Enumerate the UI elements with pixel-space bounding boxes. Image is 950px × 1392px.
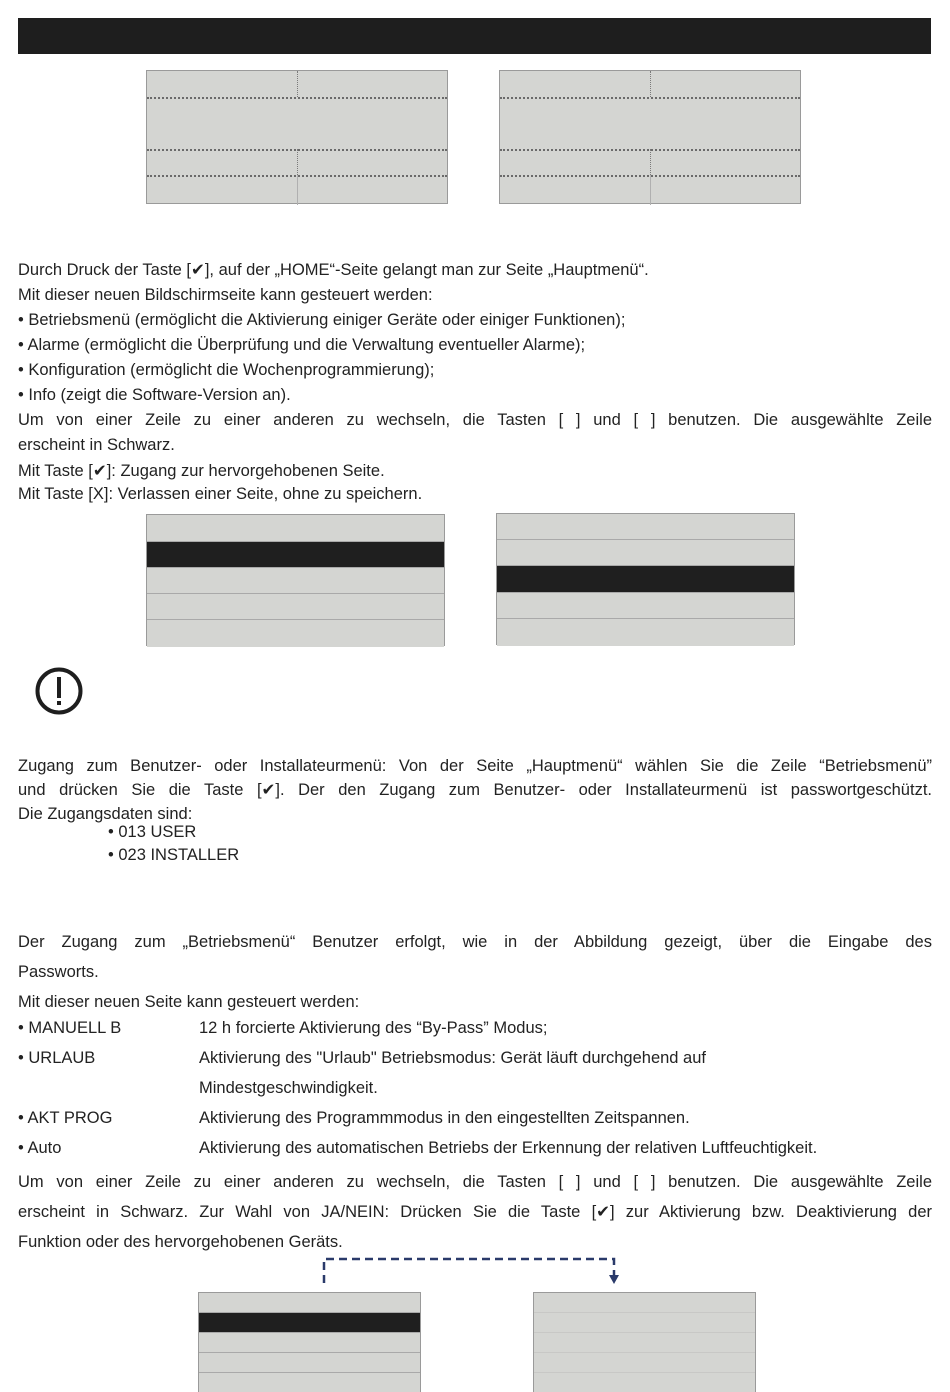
text-line: Funktion oder des hervorgehobenen Geräts. <box>18 1233 343 1251</box>
arrow-down-icon <box>318 1256 622 1286</box>
lcd-main-menu-right <box>496 513 795 645</box>
item-desc: Aktivierung des "Urlaub" Betriebsmodus: Gerät läuft durchgehend auf <box>199 1049 706 1067</box>
text-line: erscheint in Schwarz. Zur Wahl von JA/NEIN: Drücken Sie die Taste [✔] zur Aktivierung bzw. Deaktivierung der <box>18 1203 932 1221</box>
text-line: Mit dieser neuen Seite kann gesteuert werden: <box>18 993 360 1011</box>
text-line: Die Zugangsdaten sind: <box>18 805 193 823</box>
menu-row <box>199 1373 420 1392</box>
lcd-operating-menu <box>198 1292 421 1392</box>
credential-user: • 013 USER <box>108 823 197 841</box>
menu-row <box>147 568 444 594</box>
item-term: • MANUELL B <box>18 1019 122 1037</box>
menu-row <box>534 1333 755 1353</box>
text-line: Mit dieser neuen Bildschirmseite kann gesteuert werden: <box>18 286 433 304</box>
text-line: Um von einer Zeile zu einer anderen zu wechseln, die Tasten [ ] und [ ] benutzen. Die ausgewählte Zeile <box>18 411 932 429</box>
list-item: • Konfiguration (ermöglicht die Wochenprogrammierung); <box>18 361 435 379</box>
key-instructions <box>18 460 932 506</box>
menu-row-selected <box>199 1313 420 1333</box>
menu-row <box>147 515 444 542</box>
list-item: • Alarme (ermöglicht die Überprüfung und die Verwaltung eventueller Alarme); <box>18 336 586 354</box>
item-term: • Auto <box>18 1139 62 1157</box>
menu-row <box>497 540 794 566</box>
lcd-home-screen-right <box>499 70 801 204</box>
access-description <box>18 754 932 826</box>
menu-row-selected <box>147 542 444 568</box>
item-term: • AKT PROG <box>18 1109 113 1127</box>
menu-row <box>199 1353 420 1373</box>
text-line: Der Zugang zum „Betriebsmenü“ Benutzer erfolgt, wie in der Abbildung gezeigt, über die Eingabe des <box>18 933 932 951</box>
menu-row <box>497 619 794 646</box>
section-header-bar <box>18 18 931 54</box>
menu-row <box>534 1353 755 1373</box>
item-desc: Aktivierung des automatischen Betriebs der Erkennung der relativen Luftfeuchtigkeit. <box>199 1139 818 1157</box>
warning-icon <box>34 666 84 716</box>
operating-menu-description <box>18 927 932 1017</box>
menu-row <box>534 1373 755 1392</box>
menu-row <box>497 593 794 619</box>
lcd-password-screen <box>533 1292 756 1392</box>
main-menu-description <box>18 258 932 458</box>
text-line: Passworts. <box>18 963 99 981</box>
text-line: Mit Taste [✔]: Zugang zur hervorgehobenen Seite. <box>18 462 385 480</box>
item-desc: Aktivierung des Programmmodus in den eingestellten Zeitspannen. <box>199 1109 690 1127</box>
list-item: • Info (zeigt die Software-Version an). <box>18 386 291 404</box>
lcd-main-menu-left <box>146 514 445 646</box>
menu-row <box>199 1293 420 1313</box>
text-line: Mit Taste [X]: Verlassen einer Seite, ohne zu speichern. <box>18 485 423 503</box>
text-line: Zugang zum Benutzer- oder Installateurmenü: Von der Seite „Hauptmenü“ wählen Sie die Zeile “Betriebsmenü” <box>18 757 932 775</box>
item-term: • URLAUB <box>18 1049 96 1067</box>
menu-row <box>147 594 444 620</box>
text-line: Um von einer Zeile zu einer anderen zu wechseln, die Tasten [ ] und [ ] benutzen. Die ausgewählte Zeile <box>18 1173 932 1191</box>
text-line: und drücken Sie die Taste [✔]. Der den Zugang zum Benutzer- oder Installateurmenü ist passwortgeschützt. <box>18 781 932 799</box>
credential-installer: • 023 INSTALLER <box>108 846 240 864</box>
item-desc: Mindestgeschwindigkeit. <box>199 1079 378 1097</box>
menu-row <box>497 514 794 540</box>
text-line: Durch Druck der Taste [✔], auf der „HOME“-Seite gelangt man zur Seite „Hauptmenü“. <box>18 261 649 279</box>
text-line: erscheint in Schwarz. <box>18 436 175 454</box>
menu-row <box>147 620 444 647</box>
menu-row-selected <box>497 566 794 593</box>
item-desc: 12 h forcierte Aktivierung des “By-Pass” Modus; <box>199 1019 548 1037</box>
list-item: • Betriebsmenü (ermöglicht die Aktivierung einiger Geräte oder einiger Funktionen); <box>18 311 626 329</box>
menu-row <box>534 1313 755 1333</box>
lcd-home-screen-left <box>146 70 448 204</box>
menu-row <box>534 1293 755 1313</box>
menu-row <box>199 1333 420 1353</box>
navigation-description <box>18 1167 932 1257</box>
